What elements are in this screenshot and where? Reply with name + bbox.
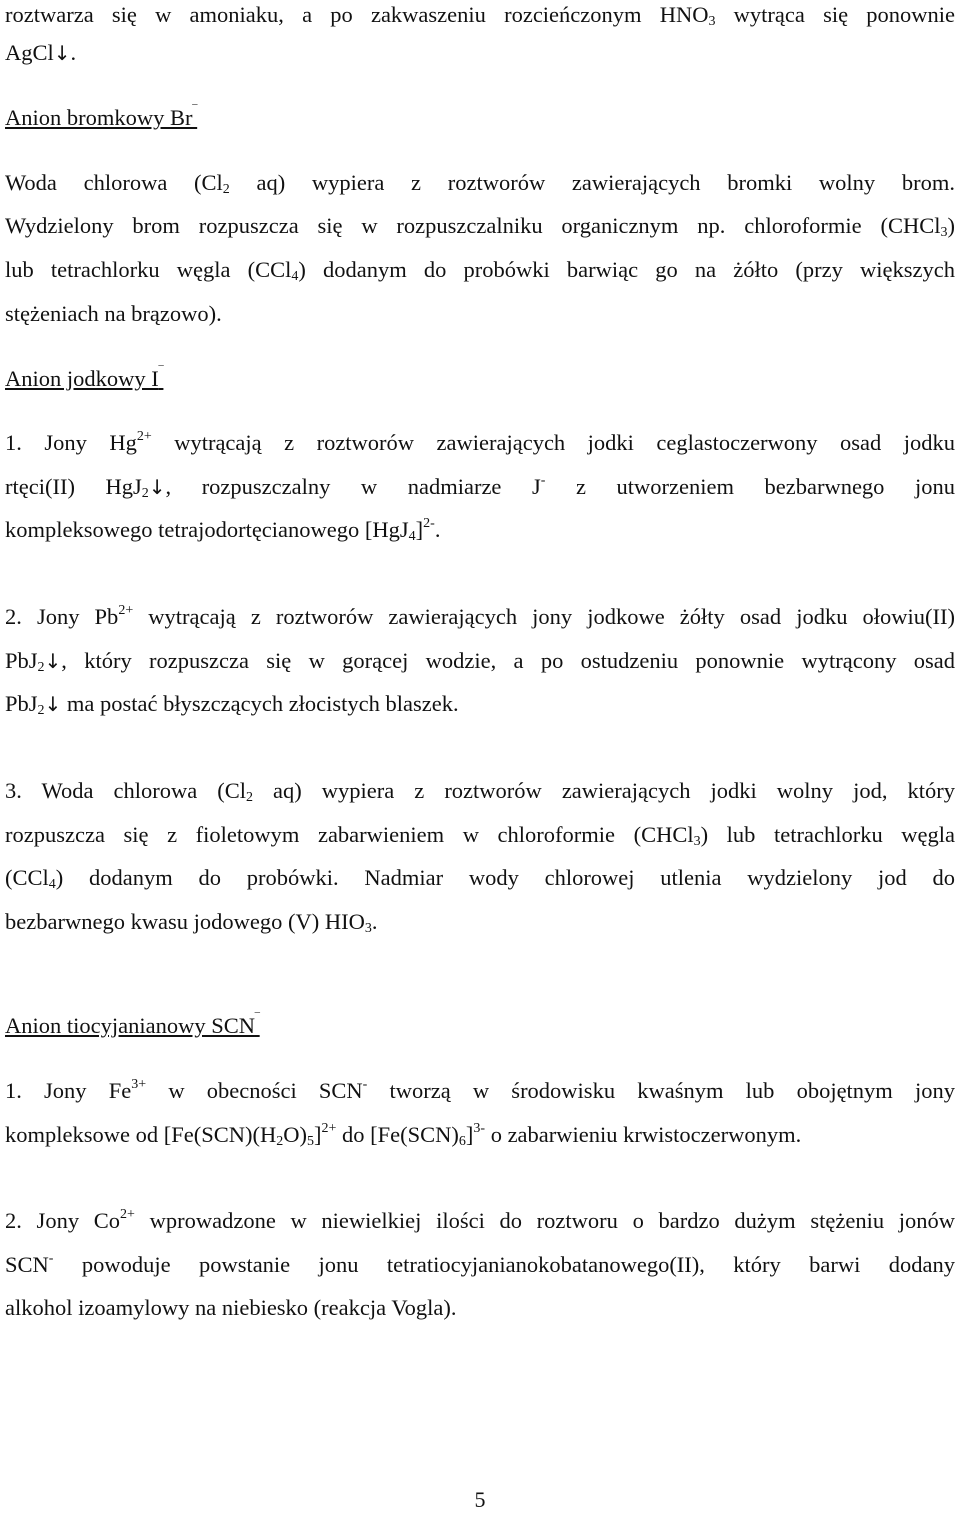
list-item-line: SCN- powoduje powstanie jonu tetratiocyjanianokobatanowego(II), który barwi dodany [5, 1251, 955, 1277]
list-item-line: 2. Jony $Pb^{2+}$ wytrącają z roztworów zawierających jony jodkowe żółty osad jodku ołowiu(II) [5, 603, 955, 629]
down-arrow-icon: ↓ [44, 649, 62, 673]
paragraph-line: stężeniach na brązowo). [5, 301, 222, 326]
list-item-line: (CCl$_4$) dodanym do probówki. Nadmiar wody chlorowej utlenia wydzielony jod do [5, 865, 955, 892]
paragraph-line: Wydzielony brom rozpuszcza się w rozpuszczalniku organicznym np. chloroformie (CHCl$_3$) [5, 213, 955, 240]
section-heading-bromide: Anion bromkowy Br‾ [5, 104, 198, 130]
list-item-line: 1. Jony $Fe^{3+}$ w obecności SCN- tworzą w środowisku kwaśnym lub obojętnym jony [5, 1077, 955, 1103]
list-item-line: PbJ$_2$↓, który rozpuszcza się w gorącej wodzie, a po ostudzeniu ponownie wytrącony osad [5, 648, 955, 675]
down-arrow-icon: ↓ [44, 692, 62, 716]
list-item-line: rtęci(II) HgJ$_2$↓, rozpuszczalny w nadmiarze J- z utworzeniem bezbarwnego jonu [5, 473, 955, 501]
section-heading-thiocyanate: Anion tiocyjanianowy SCN‾ [5, 1012, 260, 1038]
paragraph-line: AgCl↓. [5, 40, 77, 65]
list-item-line: 1. Jony $Hg^{2+}$ wytrącają z roztworów zawierających jodki ceglastoczerwony osad jodku [5, 429, 955, 455]
list-item-line: PbJ$_2$↓ ma postać błyszczących złocistych blaszek. [5, 691, 459, 718]
list-item-line: kompleksowego tetrajodortęcianowego $[HgJ_4]^{2-}$. [5, 516, 441, 544]
section-heading-iodide: Anion jodkowy I‾ [5, 365, 164, 391]
list-item-line: 3. Woda chlorowa ($Cl_2$ aq) wypiera z roztworów zawierających jodki wolny jod, który [5, 778, 955, 805]
down-arrow-icon: ↓ [148, 475, 166, 499]
list-item-line: bezbarwnego kwasu jodowego (V) $HIO_3$. [5, 909, 378, 936]
list-item-line: kompleksowe od $[Fe(SCN)(H_2O)_5]^{2+}$ do $[Fe(SCN)_6]^{3-}$ o zabarwieniu krwistoczerwonym. [5, 1121, 802, 1149]
list-item-line: rozpuszcza się z fioletowym zabarwieniem w chloroformie (CHCl$_3$) lub tetrachlorku węgla [5, 822, 955, 849]
paragraph-line: lub tetrachlorku węgla (CCl$_4$) dodanym do probówki barwiąc go na żółto (przy większych [5, 257, 956, 284]
paragraph-line: roztwarza się w amoniaku, a po zakwaszeniu rozcieńczonym $HNO_3$ wytrąca się ponownie [5, 2, 955, 29]
paragraph-line: Woda chlorowa ($Cl_2$ aq) wypiera z roztworów zawierających bromki wolny brom. [5, 170, 955, 197]
page-number: 5 [474, 1487, 486, 1512]
list-item-line: 2. Jony $Co^{2+}$ wprowadzone w niewielkiej ilości do roztworu o bardzo dużym stężeniu jonów [5, 1207, 955, 1233]
down-arrow-icon: ↓ [53, 41, 71, 65]
list-item-line: alkohol izoamylowy na niebiesko (reakcja Vogla). [5, 1295, 457, 1320]
